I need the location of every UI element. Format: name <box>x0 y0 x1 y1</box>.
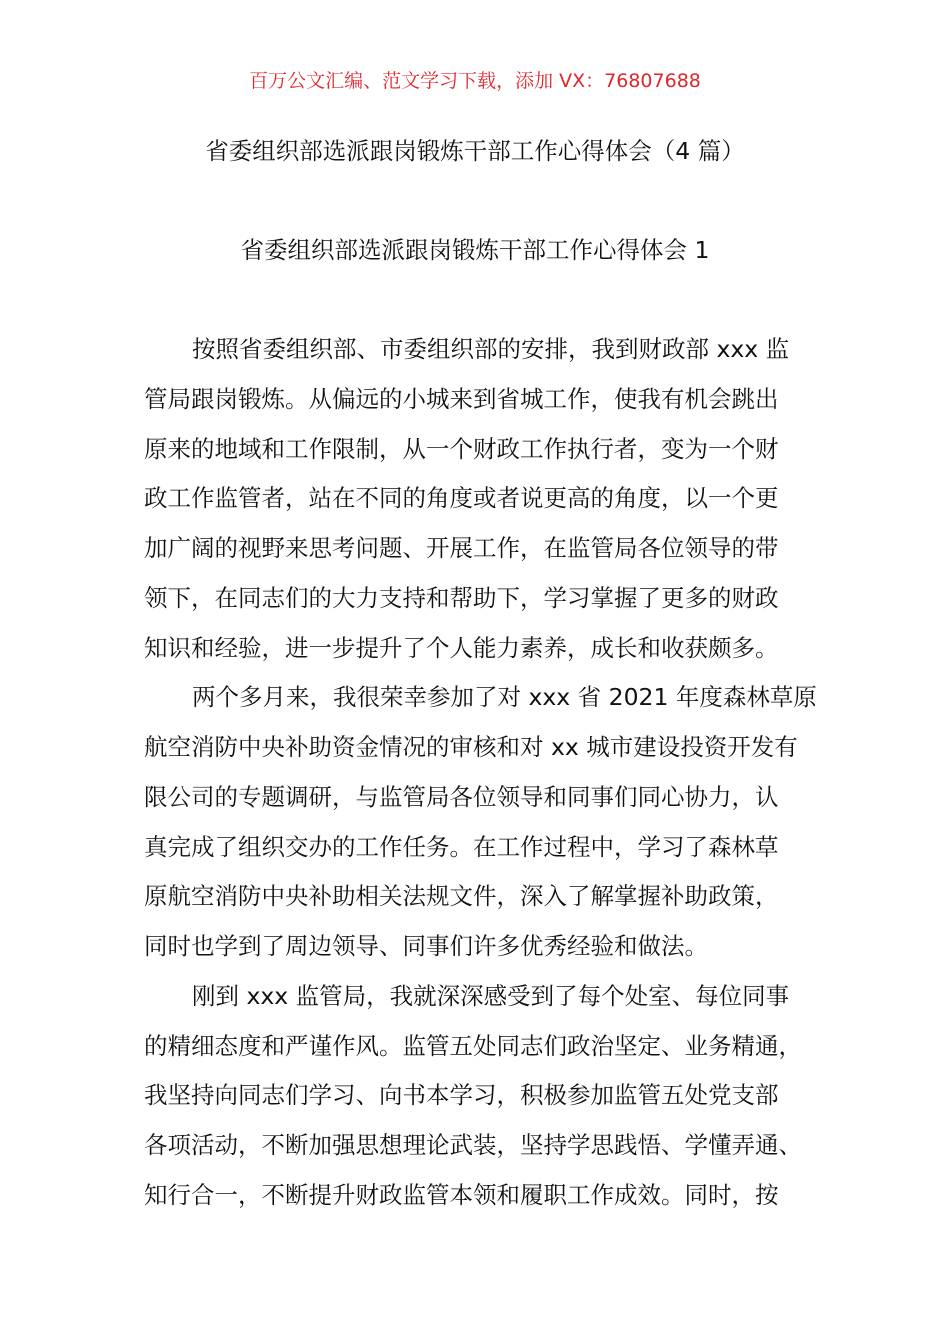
text-line: 真完成了组织交办的工作任务。在工作过程中，学习了森林草 <box>144 832 779 861</box>
text-line: 原来的地域和工作限制，从一个财政工作执行者，变为一个财 <box>144 434 779 463</box>
text-line: 刚到 xxx 监管局，我就深深感受到了每个处室、每位同事 <box>192 981 790 1010</box>
text-line: 各项活动，不断加强思想理论武装，坚持学思践悟、学懂弄通、 <box>144 1131 802 1159</box>
text-line: 同时也学到了周边领导、同事们许多优秀经验和做法。 <box>144 932 708 960</box>
text-line: 航空消防中央补助资金情况的审核和对 xx 城市建设投资开发有 <box>144 733 798 761</box>
paragraph <box>144 673 824 972</box>
text-line: 加广阔的视野来思考问题、开展工作，在监管局各位领导的带 <box>144 534 779 562</box>
text-line: 我坚持向同志们学习、向书本学习，积极参加监管五处党支部 <box>144 1081 779 1110</box>
document-body <box>144 325 824 1221</box>
text-line: 原航空消防中央补助相关法规文件，深入了解掌握补助政策， <box>144 882 779 911</box>
text-line: 知行合一，不断提升财政监管本领和履职工作成效。同时，按 <box>144 1180 779 1209</box>
text-line: 领下，在同志们的大力支持和帮助下，学习掌握了更多的财政 <box>144 583 779 612</box>
text-line: 政工作监管者，站在不同的角度或者说更高的角度，以一个更 <box>144 484 779 513</box>
paragraph <box>144 325 824 673</box>
document-title: 省委组织部选派跟岗锻炼干部工作心得体会（4 篇） <box>205 137 745 165</box>
text-line: 限公司的专题调研，与监管局各位领导和同事们同心协力，认 <box>144 782 779 811</box>
paragraph <box>144 972 824 1221</box>
text-line: 知识和经验，进一步提升了个人能力素养，成长和收获颇多。 <box>144 633 779 662</box>
text-line: 的精细态度和严谨作风。监管五处同志们政治坚定、业务精通， <box>144 1031 802 1060</box>
text-line: 按照省委组织部、市委组织部的安排，我到财政部 xxx 监 <box>192 335 790 363</box>
text-line: 管局跟岗锻炼。从偏远的小城来到省城工作，使我有机会跳出 <box>144 384 779 413</box>
text-line: 两个多月来，我很荣幸参加了对 xxx 省 2021 年度森林草原 <box>192 683 817 712</box>
download-banner: 百万公文汇编、范文学习下载，添加 VX：76807688 <box>249 70 701 92</box>
section-title: 省委组织部选派跟岗锻炼干部工作心得体会 1 <box>240 236 710 264</box>
